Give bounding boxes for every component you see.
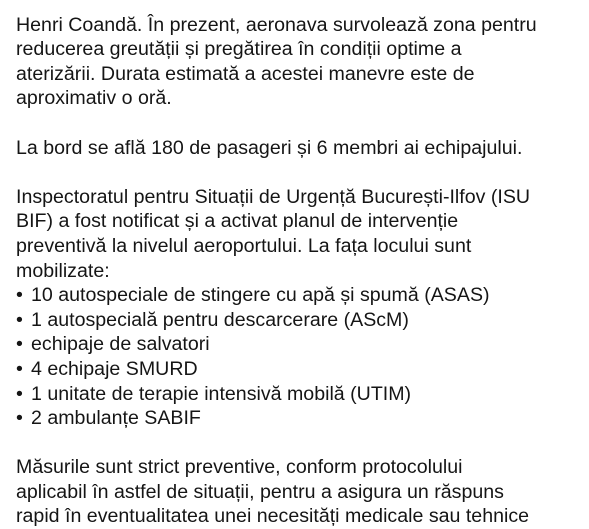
paragraph-landing-status: [16, 13, 582, 111]
paragraph-spacer: [16, 431, 582, 456]
list-item-text: 1 autospecială pentru descarcerare (AScM): [31, 308, 409, 331]
text-line: aplicabil în astfel de situații, pentru a asigura un răspuns: [16, 480, 504, 503]
paragraph-preventive-measures: [16, 455, 582, 529]
resources-list: [16, 283, 582, 431]
list-item: [16, 332, 582, 357]
message-body: [16, 0, 582, 529]
text-line: BIF) a fost notificat și a activat planul de intervenție: [16, 210, 459, 233]
list-item-text: 10 autospeciale de stingere cu apă și spumă (ASAS): [31, 284, 490, 307]
text-line: mobilizate:: [16, 259, 110, 282]
bullet-icon: •: [16, 284, 23, 307]
list-item-text: 1 unitate de terapie intensivă mobilă (UTIM): [31, 382, 412, 405]
list-item: [16, 308, 582, 333]
list-item: [16, 357, 582, 382]
paragraph-spacer: [16, 160, 582, 185]
text-line: Inspectoratul pentru Situații de Urgență București-Ilfov (ISU: [16, 185, 531, 208]
bullet-icon: •: [16, 357, 23, 380]
list-item-text: 2 ambulanțe SABIF: [31, 407, 201, 430]
list-item: [16, 283, 582, 308]
paragraph-isu-notice: [16, 185, 582, 283]
list-item: [16, 382, 582, 407]
text-line: La bord se află 180 de pasageri și 6 membri ai echipajului.: [16, 136, 523, 159]
bullet-icon: •: [16, 333, 23, 356]
list-item: [16, 406, 582, 431]
text-line: preventivă la nivelul aeroportului. La fața locului sunt: [16, 234, 472, 257]
text-line: rapid în eventualitatea unei necesități medicale sau tehnice: [16, 505, 530, 528]
partial-cut-line: [16, 0, 582, 13]
text-line: Măsurile sunt strict preventive, conform protocolului: [16, 456, 463, 479]
list-item-text: echipaje de salvatori: [31, 333, 210, 356]
list-item-text: 4 echipaje SMURD: [31, 357, 198, 380]
paragraph-spacer: [16, 111, 582, 136]
bullet-icon: •: [16, 308, 23, 331]
bullet-icon: •: [16, 407, 23, 430]
text-line: aterizării. Durata estimată a acestei manevre este de: [16, 62, 475, 85]
bullet-icon: •: [16, 382, 23, 405]
text-line: reducerea greutății și pregătirea în condiții optime a: [16, 38, 462, 61]
paragraph-passengers: [16, 136, 582, 161]
text-line: aproximativ o oră.: [16, 87, 172, 110]
text-line: Henri Coandă. În prezent, aeronava survolează zona pentru: [16, 13, 537, 36]
